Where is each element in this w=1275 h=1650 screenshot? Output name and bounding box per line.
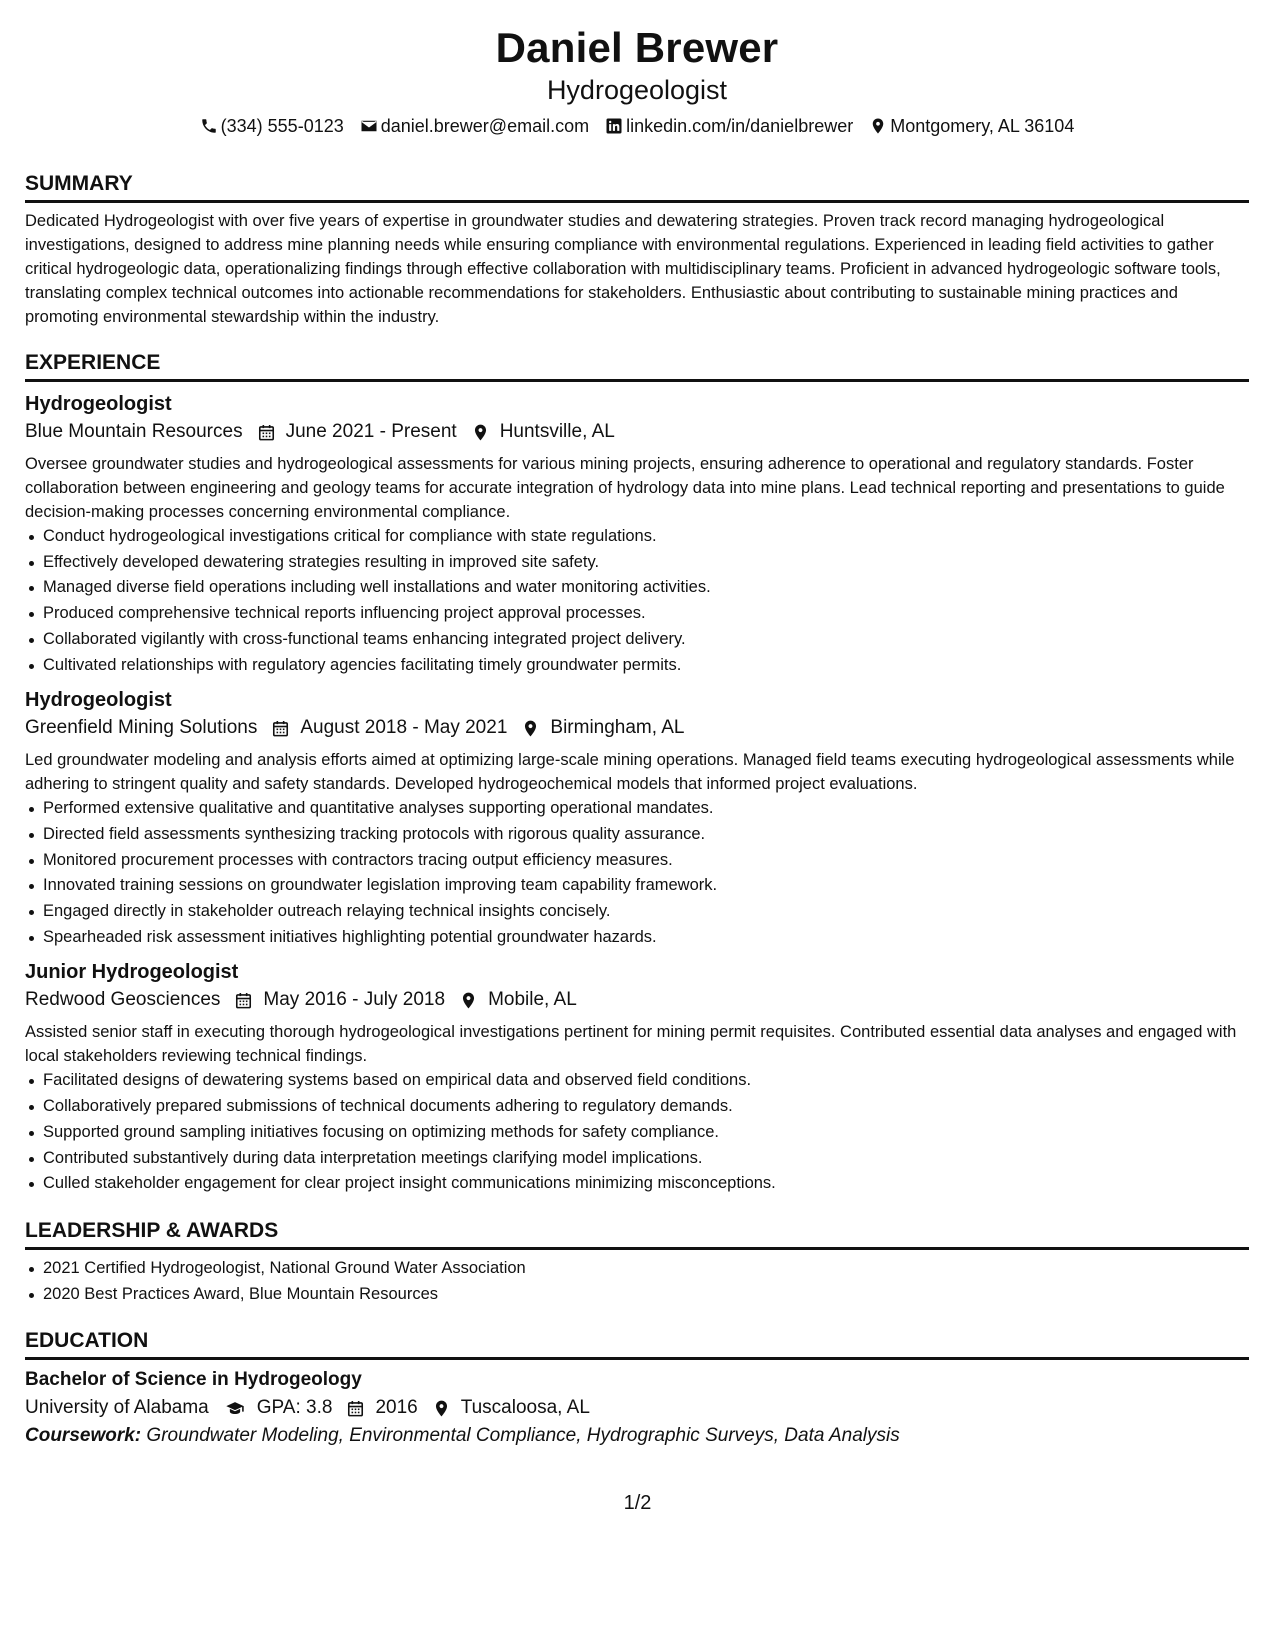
job-dates: June 2021 - Present	[285, 421, 457, 442]
coursework-label: Coursework:	[25, 1425, 142, 1447]
list-item: Collaborated vigilantly with cross-functional teams enhancing integrated project delivery.	[43, 627, 1249, 653]
job-entry	[25, 686, 1249, 950]
graduation-cap-icon	[223, 1399, 247, 1418]
coursework-list: Groundwater Modeling, Environmental Compliance, Hydrographic Surveys, Data Analysis	[146, 1425, 900, 1447]
linkedin-icon	[605, 117, 623, 135]
contact-email[interactable]	[360, 114, 589, 138]
job-location: Huntsville, AL	[499, 421, 615, 442]
contact-linkedin-text: linkedin.com/in/danielbrewer	[626, 116, 854, 136]
contact-email-text: daniel.brewer@email.com	[380, 116, 590, 136]
job-meta	[25, 986, 1249, 1014]
page-number: 1/2	[623, 1492, 652, 1514]
summary-section	[25, 170, 1249, 329]
contact-phone[interactable]	[200, 114, 344, 138]
job-meta	[25, 714, 1249, 742]
resume-header	[25, 22, 1249, 138]
map-pin-icon	[869, 117, 887, 135]
job-entry	[25, 390, 1249, 678]
list-item: Innovated training sessions on groundwater legislation improving team capability framework.	[43, 873, 1249, 899]
contact-linkedin[interactable]	[605, 114, 853, 138]
job-title: Junior Hydrogeologist	[25, 961, 239, 984]
list-item: 2020 Best Practices Award, Blue Mountain Resources	[43, 1282, 1249, 1308]
job-description: Led groundwater modeling and analysis efforts aimed at optimizing large-scale mining operations. Managed field teams executing hydrogeological assessments while adhering to stringent quality and safety standards. Developed hydrogeochemical models that informed project evaluations.	[25, 751, 1235, 794]
job-title: Hydrogeologist	[25, 393, 172, 415]
school-name: University of Alabama	[25, 1397, 209, 1419]
job-description: Oversee groundwater studies and hydrogeological assessments for various mining projects, ensuring adherence to operational and regulatory standards. Foster collaboration between engineering and geology teams for accurate integration of hydrology data into mine plans. Lead technical reporting and presentations to guide decision-making processes concerning environmental compliance.	[25, 455, 1225, 521]
contact-phone-text: (334) 555-0123	[220, 116, 344, 136]
calendar-icon	[271, 719, 290, 738]
job-company: Greenfield Mining Solutions	[25, 717, 258, 739]
job-bullets	[25, 796, 1249, 950]
summary-heading: SUMMARY	[25, 170, 1249, 203]
list-item: Supported ground sampling initiatives focusing on optimizing methods for safety compliance.	[43, 1120, 1249, 1146]
list-item: Collaboratively prepared submissions of technical documents adhering to regulatory demands.	[43, 1094, 1249, 1120]
coursework	[25, 1422, 1249, 1450]
job-description: Assisted senior staff in executing thorough hydrogeological investigations pertinent for mining permit requisites. Contributed essential data analyses and engaged with local stakeholders reviewing technical findings.	[25, 1023, 1237, 1066]
awards-heading: LEADERSHIP & AWARDS	[25, 1217, 1249, 1250]
calendar-icon	[346, 1399, 365, 1418]
job-dates: August 2018 - May 2021	[300, 717, 508, 739]
contact-location-text: Montgomery, AL 36104	[890, 116, 1075, 136]
list-item: Monitored procurement processes with contractors tracing output efficiency measures.	[43, 848, 1249, 874]
list-item: Managed diverse field operations including well installations and water monitoring activities.	[43, 575, 1249, 601]
list-item: Cultivated relationships with regulatory agencies facilitating timely groundwater permits.	[43, 653, 1249, 679]
awards-section	[25, 1217, 1249, 1307]
job-bullets	[25, 524, 1249, 678]
summary-text: Dedicated Hydrogeologist with over five years of expertise in groundwater studies and dewatering strategies. Proven track record managing hydrogeological investigations, designed to address mine planning needs while ensuring compliance with environmental regulations. Experienced in leading field activities to gather critical hydrogeologic data, operationalizing findings through effective collaboration with multidisciplinary teams. Proficient in advanced hydrogeologic software tools, translating complex technical outcomes into actionable recommendations for stakeholders. Enthusiastic about contributing to sustainable mining practices and promoting environmental stewardship within the industry.	[25, 212, 1221, 326]
experience-heading: EXPERIENCE	[25, 349, 1249, 382]
list-item: Conduct hydrogeological investigations critical for compliance with state regulations.	[43, 524, 1249, 550]
job-location: Mobile, AL	[488, 989, 577, 1011]
candidate-title: Hydrogeologist	[546, 75, 728, 105]
contact-location	[869, 114, 1074, 138]
map-pin-icon	[471, 423, 490, 442]
education-meta	[25, 1394, 1249, 1422]
awards-list	[25, 1256, 1249, 1307]
map-pin-icon	[459, 991, 478, 1010]
gpa: GPA: 3.8	[256, 1397, 333, 1419]
map-pin-icon	[432, 1399, 451, 1418]
job-company: Blue Mountain Resources	[25, 421, 243, 442]
school-location: Tuscaloosa, AL	[460, 1397, 590, 1419]
phone-icon	[200, 117, 218, 135]
list-item: Facilitated designs of dewatering systems based on empirical data and observed field conditions.	[43, 1068, 1249, 1094]
graduation-year: 2016	[375, 1397, 418, 1419]
job-meta	[25, 418, 1249, 446]
job-title: Hydrogeologist	[25, 689, 172, 712]
job-location: Birmingham, AL	[550, 717, 685, 739]
map-pin-icon	[521, 719, 540, 738]
job-bullets	[25, 1068, 1249, 1197]
list-item: Performed extensive qualitative and quantitative analyses supporting operational mandates.	[43, 796, 1249, 822]
list-item: Spearheaded risk assessment initiatives highlighting potential groundwater hazards.	[43, 925, 1249, 951]
list-item: 2021 Certified Hydrogeologist, National Ground Water Association	[43, 1256, 1249, 1282]
list-item: Culled stakeholder engagement for clear project insight communications minimizing misconceptions.	[43, 1171, 1249, 1197]
calendar-icon	[234, 991, 253, 1010]
list-item: Effectively developed dewatering strategies resulting in improved site safety.	[43, 550, 1249, 576]
resume-page	[25, 22, 1249, 1450]
job-company: Redwood Geosciences	[25, 989, 221, 1011]
list-item: Contributed substantively during data interpretation meetings clarifying model implications.	[43, 1146, 1249, 1172]
degree-title: Bachelor of Science in Hydrogeology	[25, 1369, 362, 1391]
contact-bar	[25, 114, 1249, 138]
envelope-icon	[360, 117, 378, 135]
education-heading: EDUCATION	[25, 1327, 1249, 1360]
list-item: Engaged directly in stakeholder outreach relaying technical insights concisely.	[43, 899, 1249, 925]
job-entry	[25, 958, 1249, 1197]
job-dates: May 2016 - July 2018	[263, 989, 446, 1011]
experience-section	[25, 349, 1249, 1197]
education-section	[25, 1327, 1249, 1450]
list-item: Directed field assessments synthesizing tracking protocols with rigorous quality assurance.	[43, 822, 1249, 848]
calendar-icon	[257, 423, 276, 442]
list-item: Produced comprehensive technical reports influencing project approval processes.	[43, 601, 1249, 627]
candidate-name: Daniel Brewer	[495, 24, 779, 71]
